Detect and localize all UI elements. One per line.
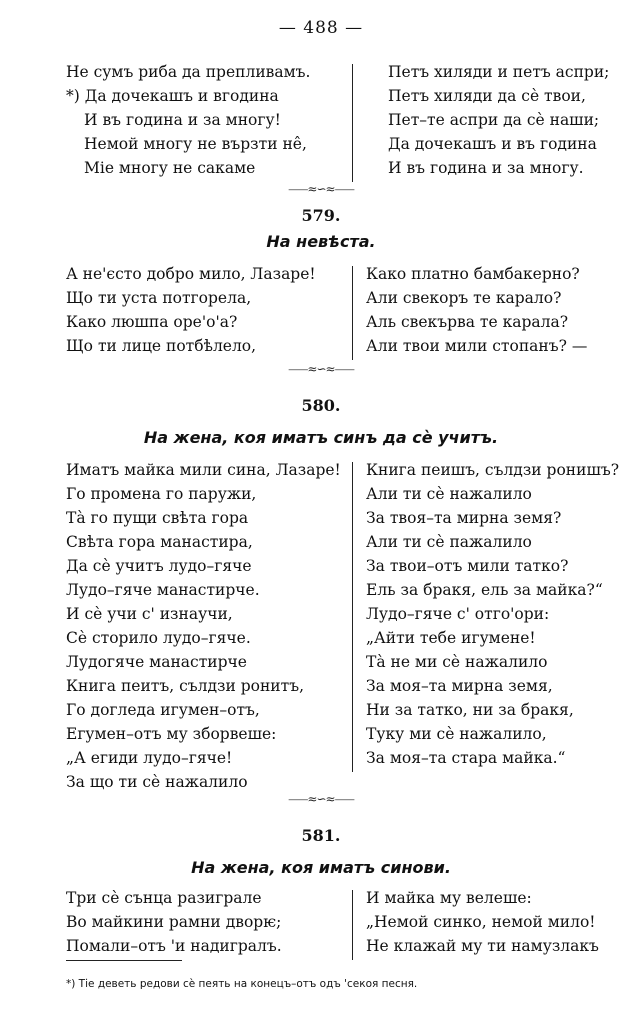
- verse-line: Лудо–гяче манастирче.: [66, 581, 260, 599]
- song-number: 579.: [301, 206, 341, 225]
- verse-line: Помали–отъ 'и надигралъ.: [66, 937, 282, 955]
- verse-line: Немой многу не вързти не̂,: [84, 135, 307, 153]
- verse-line: Иматъ майка мили сина, Лазаре!: [66, 461, 341, 479]
- song-title: На невѣста.: [266, 232, 376, 251]
- verse-line: За що ти сѐ нажалило: [66, 773, 248, 791]
- verse-line: Го промена го паружи,: [66, 485, 257, 503]
- verse-line: Али ти сѐ пажалило: [366, 533, 532, 551]
- verse-line: „Немой синко, немой мило!: [366, 913, 596, 931]
- verse-line: Во майкини рамни дворѥ;: [66, 913, 282, 931]
- verse-line: Петъ хиляди и петъ аспри;: [388, 63, 610, 81]
- verse-line: Пет–те аспри да сѐ наши;: [388, 111, 600, 129]
- footnote: *) Тіе деветь редови сѐ пеять на конецъ–отъ одъ 'секоя песня.: [66, 978, 418, 990]
- verse-line: И сѐ учи с' изнаучи,: [66, 605, 233, 623]
- verse-line: А не'єсто добро мило, Лазаре!: [66, 265, 316, 283]
- verse-line: Свѣта гора манастира,: [66, 533, 253, 551]
- footnote-divider: [66, 960, 182, 961]
- verse-line: Туку ми сѐ нажалило,: [366, 725, 547, 743]
- verse-line: Да дочекашъ и въ година: [388, 135, 597, 153]
- verse-line: Како люшпа оре'о'а?: [66, 313, 238, 331]
- verse-line: Али твои мили стопанъ? —: [366, 337, 588, 355]
- verse-line: Лудо–гяче с' отго'ори:: [366, 605, 550, 623]
- verse-line: Міе многу не сакаме: [84, 159, 256, 177]
- verse-line: *) Да дочекашъ и вгодина: [66, 87, 279, 105]
- song-579-left-column: [66, 262, 316, 358]
- song-579-right-column: [366, 262, 587, 358]
- section-ornament: ⸺≈∽≈⸺: [288, 792, 354, 806]
- song-581-right-column: [366, 886, 599, 958]
- verse-line: И въ година и за многу.: [388, 159, 584, 177]
- verse-line: И майка му велеше:: [366, 889, 532, 907]
- verse-line: За твои–отъ мили татко?: [366, 557, 569, 575]
- verse-line: Али ти сѐ нажалило: [366, 485, 532, 503]
- verse-line: Книга пеитъ, сълдзи ронитъ,: [66, 677, 304, 695]
- verse-line: Тà го пущи свѣта гора: [66, 509, 249, 527]
- verse-line: Како платно бамбакерно?: [366, 265, 580, 283]
- song-580-left-column: [66, 458, 341, 794]
- column-divider: [352, 64, 353, 182]
- verse-line: Петъ хиляди да сѐ твои,: [388, 87, 586, 105]
- column-divider: [352, 890, 353, 960]
- song-title: На жена, коя иматъ синови.: [191, 858, 451, 877]
- song-number: 580.: [301, 396, 341, 415]
- verse-line: Не клажай му ти намузлакъ: [366, 937, 599, 955]
- top-poem-left-column: [66, 60, 310, 180]
- verse-line: Що ти лице потбѣлело,: [66, 337, 257, 355]
- song-number: 581.: [301, 826, 341, 845]
- verse-line: Сѐ сторило лудо–гяче.: [66, 629, 251, 647]
- section-ornament: ⸺≈∽≈⸺: [288, 182, 354, 196]
- column-divider: [352, 266, 353, 360]
- verse-line: Що ти уста потгорела,: [66, 289, 252, 307]
- verse-line: Го догледа игумен–отъ,: [66, 701, 260, 719]
- verse-line: „Айти тебе игумене!: [366, 629, 536, 647]
- song-581-left-column: [66, 886, 282, 958]
- verse-line: Аль свекърва те карала?: [366, 313, 569, 331]
- song-title: На жена, коя иматъ синъ да сѐ учитъ.: [143, 428, 499, 447]
- verse-line: Лудогяче манастирче: [66, 653, 247, 671]
- verse-line: Али свекоръ те карало?: [366, 289, 562, 307]
- verse-line: Ни за татко, ни за бракя,: [366, 701, 574, 719]
- column-divider: [352, 462, 353, 772]
- verse-line: За твоя–та мирна земя?: [366, 509, 562, 527]
- verse-line: „А егиди лудо–гяче!: [66, 749, 233, 767]
- verse-line: Ель за бракя, ель за майка?“: [366, 581, 603, 599]
- verse-line: И въ година и за многу!: [84, 111, 281, 129]
- verse-line: Тà не ми сѐ нажалило: [366, 653, 548, 671]
- verse-line: Егумен–отъ му зборвеше:: [66, 725, 277, 743]
- verse-line: Книга пеишъ, сълдзи ронишъ?: [366, 461, 620, 479]
- verse-line: Не сумъ риба да препливамъ.: [66, 63, 311, 81]
- verse-line: За моя–та мирна земя,: [366, 677, 553, 695]
- verse-line: Три сѐ сънца разиграле: [66, 889, 262, 907]
- top-poem-right-column: [388, 60, 609, 180]
- song-580-right-column: [366, 458, 619, 770]
- verse-line: За моя–та стара майка.“: [366, 749, 566, 767]
- section-ornament: ⸺≈∽≈⸺: [288, 362, 354, 376]
- page-number: — 488 —: [278, 18, 364, 38]
- verse-line: Да сѐ учитъ лудо–гяче: [66, 557, 252, 575]
